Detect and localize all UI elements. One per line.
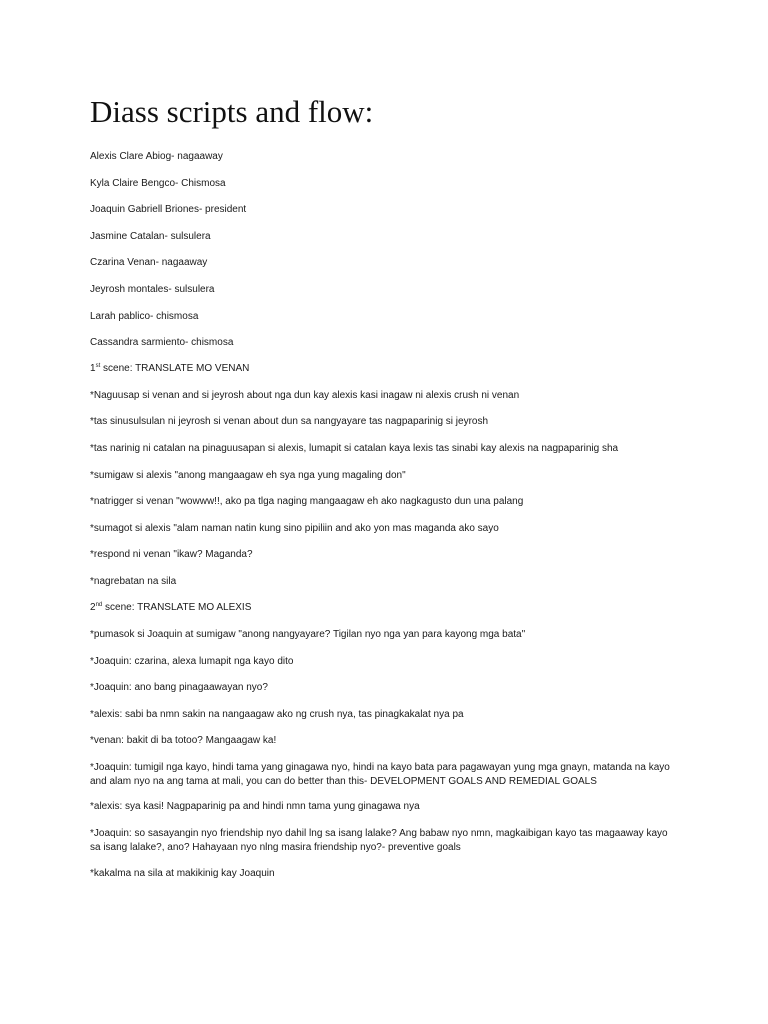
scene-2-heading: [90, 601, 690, 615]
script-line: *Joaquin: ano bang pinagaawayan nyo?: [90, 682, 268, 693]
cast-item: Jasmine Catalan- sulsulera: [90, 231, 211, 242]
script-line: *sumigaw si alexis "anong mangaagaw eh sya nga yung magaling don": [90, 470, 406, 481]
script-line: *natrigger si venan "wowww!!, ako pa tlga naging mangaagaw eh ako nagkagusto dun una palang: [90, 496, 524, 507]
script-line: *alexis: sya kasi! Nagpaparinig pa and hindi nmn tama yung ginagawa nya: [90, 801, 420, 812]
scene-2-ordinal: nd: [95, 602, 103, 608]
script-line: *sumagot si alexis "alam naman natin kung sino pipiliin and ako yon mas maganda ako sayo: [90, 523, 499, 534]
cast-item: Jeyrosh montales- sulsulera: [90, 284, 215, 295]
document-title: Diass scripts and flow:: [90, 94, 374, 129]
script-line: *nagrebatan na sila: [90, 576, 177, 587]
script-line: *alexis: sabi ba nmn sakin na nangaagaw ako ng crush nya, tas pinagkakalat nya pa: [90, 709, 464, 720]
script-line: *tas narinig ni catalan na pinaguusapan si alexis, lumapit si catalan kaya lexis tas sinabi kay alexis na nagpaparinig sha: [90, 443, 619, 454]
scene-1-heading: [90, 362, 690, 376]
cast-item: Cassandra sarmiento- chismosa: [90, 337, 234, 348]
script-line: *Joaquin: czarina, alexa lumapit nga kayo dito: [90, 656, 294, 667]
cast-item: Alexis Clare Abiog- nagaaway: [90, 151, 223, 162]
cast-item: Czarina Venan- nagaaway: [90, 257, 208, 268]
script-line: *kakalma na sila at makikinig kay Joaquin: [90, 868, 275, 879]
scene-2-title: scene: TRANSLATE MO ALEXIS: [102, 602, 252, 613]
script-line: *Joaquin: so sasayangin nyo friendship nyo dahil lng sa isang lalake? Ang babaw nyo nmn, magkaibigan kayo tas magaaway kayo sa isang lalake?, ano? Hahayaan nyo nlng masira friendship nyo?- preventive goals: [90, 828, 668, 853]
scene-2-number: 2: [90, 602, 96, 613]
cast-item: Larah pablico- chismosa: [90, 311, 199, 322]
script-line: *pumasok si Joaquin at sumigaw "anong nangyayare? Tigilan nyo nga yan para kayong mga bata": [90, 629, 526, 640]
cast-item: Kyla Claire Bengco- Chismosa: [90, 178, 226, 189]
script-line: *Joaquin: tumigil nga kayo, hindi tama yang ginagawa nyo, hindi na kayo bata para pagawayan yung mga gnayn, matanda na kayo and alam nyo na ang tama at mali, you can do better than this- DEVELOPMENT GOALS AND REMEDIAL GOALS: [90, 762, 670, 787]
cast-item: Joaquin Gabriell Briones- president: [90, 204, 247, 215]
scene-1-number: 1: [90, 363, 96, 374]
script-line: *respond ni venan "ikaw? Maganda?: [90, 549, 253, 560]
script-line: *Naguusap si venan and si jeyrosh about nga dun kay alexis kasi inagaw ni alexis crush ni venan: [90, 390, 520, 401]
scene-1-title: scene: TRANSLATE MO VENAN: [100, 363, 250, 374]
script-line: *venan: bakit di ba totoo? Mangaagaw ka!: [90, 735, 277, 746]
script-line: *tas sinusulsulan ni jeyrosh si venan about dun sa nangyayare tas nagpaparinig si jeyrosh: [90, 416, 489, 427]
scene-1-ordinal: st: [95, 363, 101, 369]
